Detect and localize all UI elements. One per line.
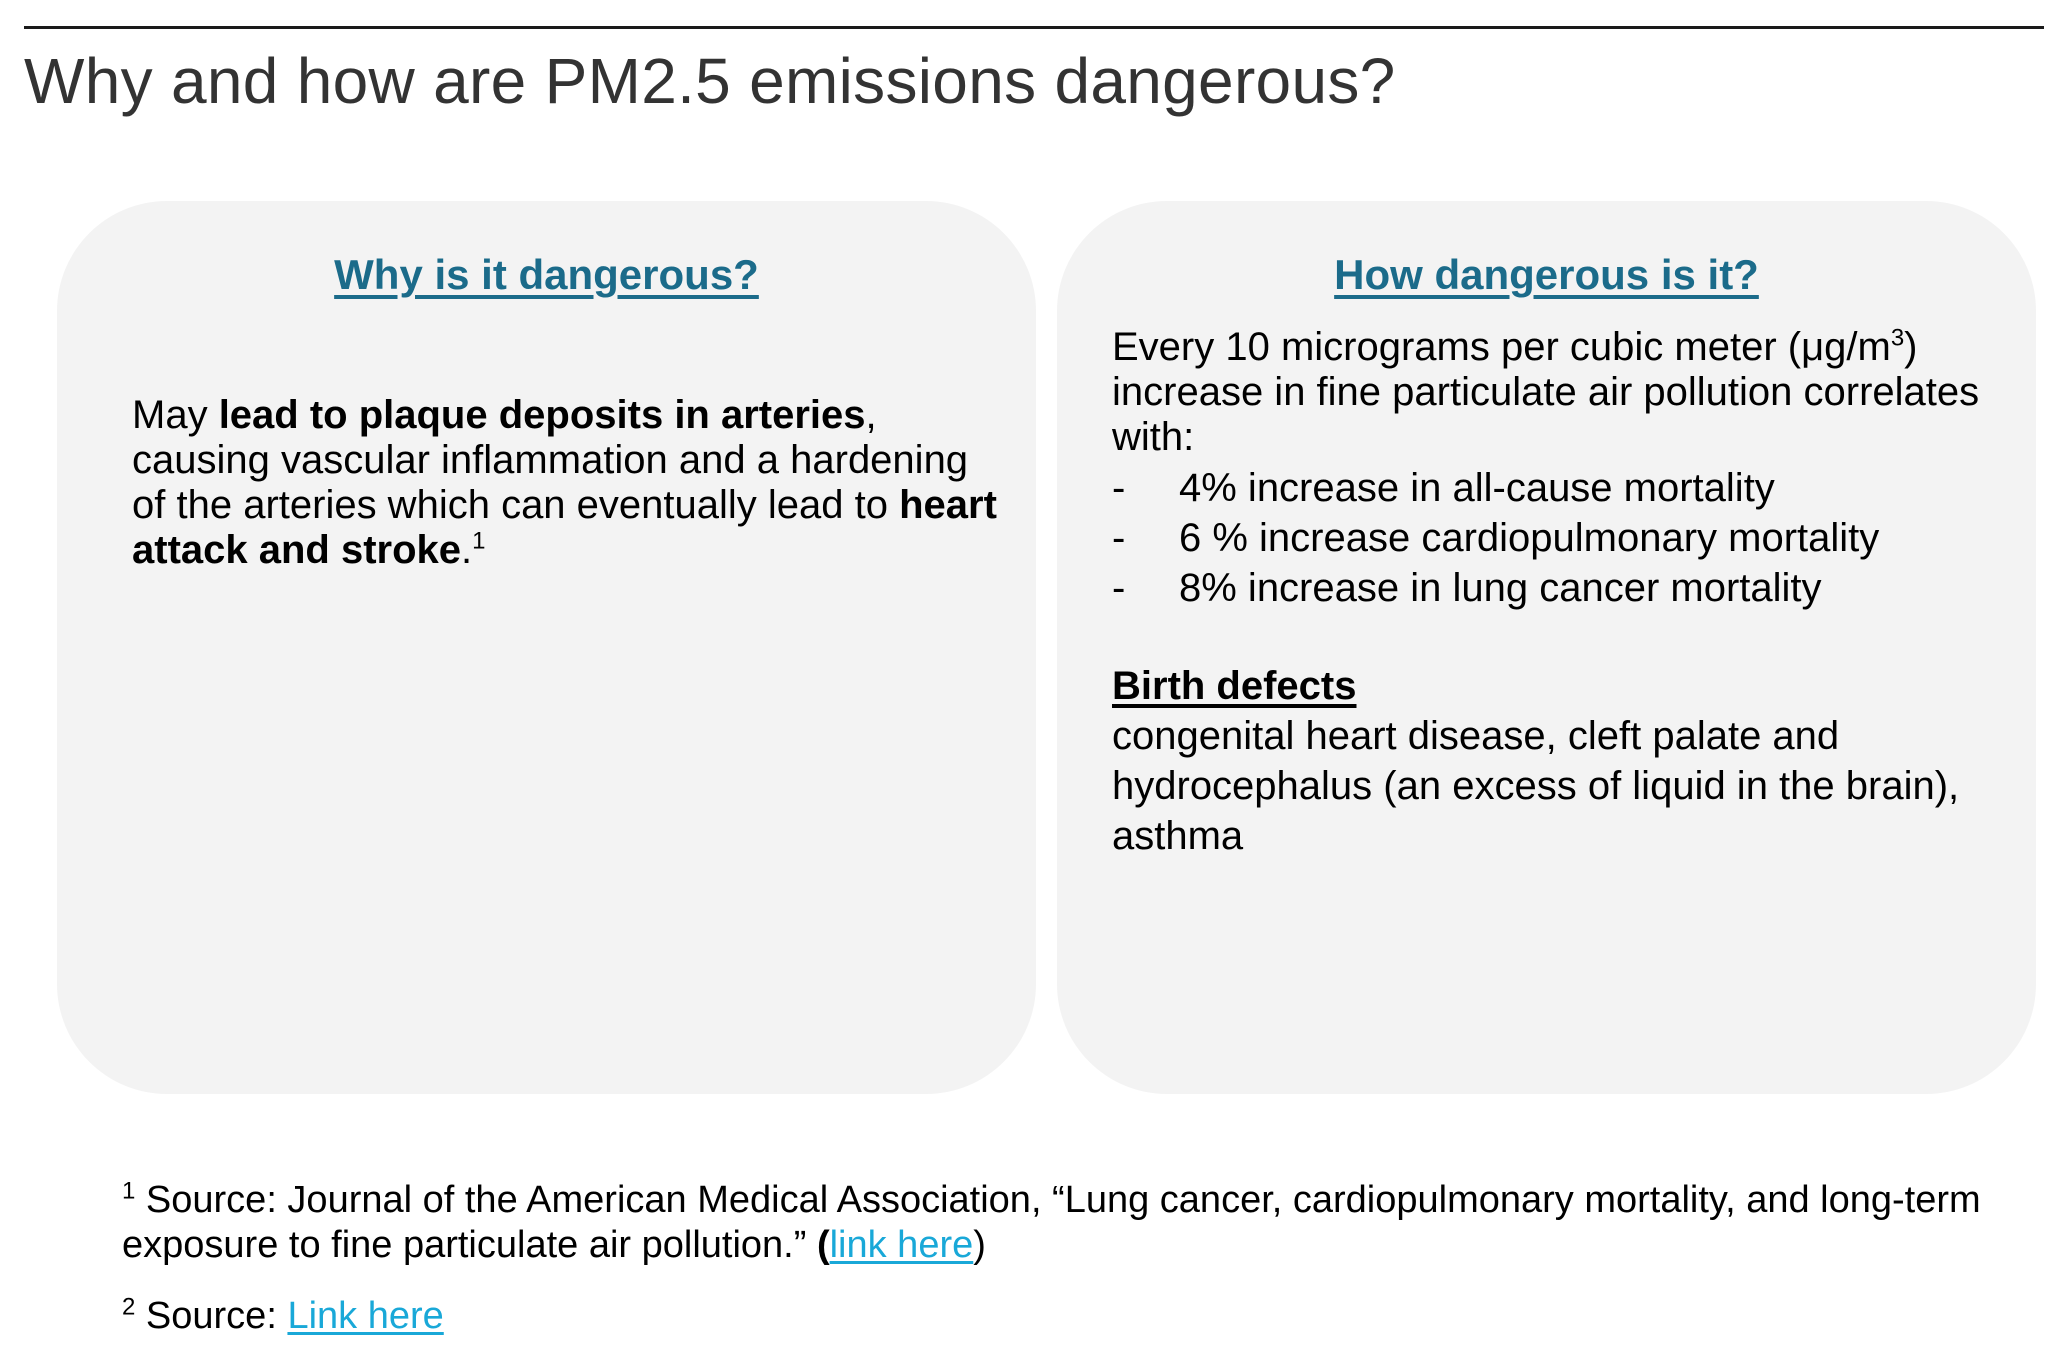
why-dangerous-text: [132, 393, 1012, 573]
footnote-2-marker: 2: [122, 1293, 136, 1321]
how-dangerous-heading: How dangerous is it?: [1334, 251, 1759, 298]
mortality-list: [1112, 463, 1879, 613]
bullet-text: 4% increase in all-cause mortality: [1179, 466, 1775, 510]
list-item: [1112, 463, 1879, 513]
footnote-1-open-paren: (: [816, 1224, 830, 1266]
why-text-3: .: [461, 528, 473, 572]
footnote-2: [122, 1294, 444, 1339]
how-dangerous-intro: [1112, 325, 1992, 460]
how-dangerous-panel: [1057, 201, 2036, 1094]
bullet-dash: -: [1112, 566, 1126, 610]
why-bold-heart-attack: heart attack and stroke: [132, 483, 997, 572]
birth-defects-text: congenital heart disease, cleft palate and hydrocephalus (an excess of liquid in the brain), asthma: [1112, 714, 1960, 858]
list-item: [1112, 513, 1879, 563]
footnote-1-link[interactable]: link here: [829, 1224, 974, 1266]
footnote-2-link[interactable]: Link here: [287, 1295, 444, 1337]
why-text-1: May: [132, 393, 219, 437]
footnote-2-text: Source:: [135, 1295, 288, 1337]
why-dangerous-panel: [57, 201, 1036, 1094]
intro-text-2: ) increase in fine particulate air pollution correlates with:: [1112, 325, 1980, 459]
why-text-2: , causing vascular inflammation and a hardening of the arteries which can eventually lead to: [132, 393, 969, 527]
footnote-1-text: Source: Journal of the American Medical Association, “Lung cancer, cardiopulmonary mortality, and long-term exposure to fine particulate air pollution.”: [122, 1179, 1981, 1266]
intro-text-1: Every 10 micrograms per cubic meter (μg/m: [1112, 325, 1891, 369]
page-title: Why and how are PM2.5 emissions dangerous?: [24, 45, 1396, 117]
bullet-text: 6 % increase cardiopulmonary mortality: [1179, 516, 1880, 560]
birth-defects-title: Birth defects: [1112, 664, 1357, 708]
top-rule: [24, 26, 2044, 29]
footnote-1: [122, 1178, 2022, 1268]
cubic-superscript: 3: [1890, 324, 1905, 352]
footnote-1-close-paren: ): [973, 1224, 986, 1266]
footnote-1-marker: 1: [122, 1177, 136, 1205]
bullet-text: 8% increase in lung cancer mortality: [1179, 566, 1822, 610]
bullet-dash: -: [1112, 516, 1126, 560]
footnote-ref-1: 1: [472, 527, 486, 555]
list-item: [1112, 563, 1879, 613]
why-dangerous-heading: Why is it dangerous?: [334, 251, 759, 298]
why-bold-plaque: lead to plaque deposits in arteries: [218, 393, 866, 437]
bullet-dash: -: [1112, 466, 1126, 510]
